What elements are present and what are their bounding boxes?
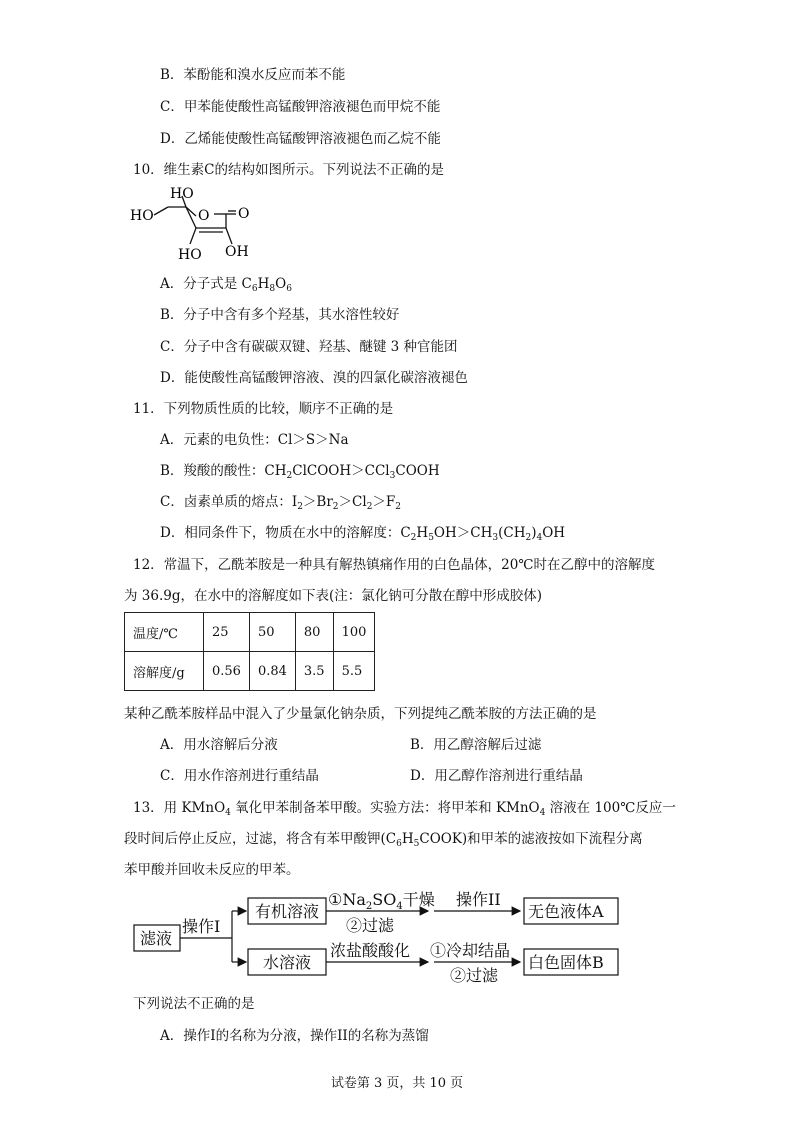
q11-option-a: A．元素的电负性：Cl＞S＞Na (160, 432, 349, 448)
structure-o-ring: O (198, 208, 210, 224)
q11-option-d: D．相同条件下，物质在水中的溶解度：$C_2H_5OH>CH_3(CH_2)_4OH$ (160, 525, 566, 543)
flow-solid-b: 白色固体B (528, 953, 604, 972)
q10-option-a: A．分子式是 $C_6H_8O_6$ (160, 276, 292, 294)
q10-option-d: D．能使酸性高锰酸钾溶液、溴的四氯化碳溶液褪色 (160, 370, 468, 386)
q13-stem-line3: 苯甲酸并回收未反应的甲苯。 (124, 862, 300, 878)
table-cell: 100 (333, 613, 375, 652)
table-cell: 25 (204, 613, 250, 652)
structure-oh-bottom: OH (225, 244, 249, 260)
flow-step2b: ②过滤 (450, 966, 499, 985)
structure-ho-top: HO (170, 186, 194, 202)
table-header-solubility: 溶解度/g (125, 652, 204, 691)
table-cell: 80 (295, 613, 333, 652)
structure-ho-left: HO (130, 208, 154, 224)
flow-op1: 操作I (182, 917, 221, 936)
page-footer: 试卷第 3 页，共 10 页 (330, 1076, 464, 1091)
q12-option-b: B．用乙醇溶解后过滤 (410, 737, 542, 753)
table-cell: 0.84 (249, 652, 295, 691)
q10-option-c: C．分子中含有碳碳双键、羟基、醚键 3 种官能团 (160, 339, 458, 355)
solubility-table (124, 612, 375, 691)
q11-option-c: C．卤素单质的熔点：$I_2>Br_2>Cl_2>F_2$ (160, 494, 402, 512)
q13-stem-line1: 13．用 KMnO$_4$ 氧化甲苯制备苯甲酸。实验方法：将甲苯和 KMnO$_4$ 溶液在 100℃反应一 (133, 800, 676, 818)
table-cell: 5.5 (333, 652, 375, 691)
flow-liquid-a: 无色液体A (528, 902, 604, 921)
table-cell: 50 (249, 613, 295, 652)
flow-step2a: ①冷却结晶 (430, 941, 511, 960)
q12-stem-line1: 12．常温下，乙酰苯胺是一种具有解热镇痛作用的白色晶体，20℃时在乙醇中的溶解度 (133, 557, 655, 573)
flow-op2: 操作II (456, 890, 501, 909)
table-row (125, 613, 375, 652)
table-cell: 0.56 (204, 652, 250, 691)
vitamin-c-structure (130, 184, 270, 264)
q10-option-b: B．分子中含有多个羟基，其水溶性较好 (160, 307, 400, 323)
flow-step1a: $①Na_2SO_4$干燥 (328, 890, 435, 912)
flow-organic: 有机溶液 (255, 902, 320, 921)
flow-acidify: 浓盐酸酸化 (330, 941, 411, 960)
q12-option-c: C．用水作溶剂进行重结晶 (160, 768, 319, 784)
q12-option-d: D．用乙醇作溶剂进行重结晶 (410, 768, 583, 784)
flow-filtrate: 滤液 (140, 929, 173, 948)
q9-option-c: C．甲苯能使酸性高锰酸钾溶液褪色而甲烷不能 (160, 99, 441, 115)
q9-option-d: D．乙烯能使酸性高锰酸钾溶液褪色而乙烷不能 (160, 131, 441, 147)
q11-option-b: B．羧酸的酸性：$CH_2ClCOOH>CCl_3COOH$ (160, 463, 440, 481)
flow-step1b: ②过滤 (346, 916, 395, 935)
q13-stem-line2: 段时间后停止反应，过滤，将含有苯甲酸钾$(C_6H_5COOK)$和甲苯的滤液按如下流程分离 (124, 831, 643, 849)
q12-option-a: A．用水溶解后分液 (160, 737, 278, 753)
flow-aqueous: 水溶液 (263, 953, 312, 972)
q11-stem: 11．下列物质性质的比较，顺序不正确的是 (133, 401, 394, 417)
q12-stem-line2: 为 36.9g，在水中的溶解度如下表(注：氯化钠可分散在醇中形成胶体) (124, 588, 543, 604)
q12-stem-line3: 某种乙酰苯胺样品中混入了少量氯化钠杂质，下列提纯乙酰苯胺的方法正确的是 (124, 706, 597, 722)
q13-stem2: 下列说法不正确的是 (133, 996, 255, 1012)
table-row (125, 652, 375, 691)
q13-option-a: A．操作I的名称为分液，操作II的名称为蒸馏 (160, 1028, 429, 1044)
separation-flowchart (128, 885, 628, 985)
q9-option-b: B．苯酚能和溴水反应而苯不能 (160, 67, 346, 83)
table-header-temp: 温度/℃ (125, 613, 204, 652)
table-cell: 3.5 (295, 652, 333, 691)
q10-stem: 10．维生素C的结构如图所示。下列说法不正确的是 (133, 162, 445, 178)
structure-o-carbonyl: O (238, 206, 250, 222)
structure-ho-bottom: HO (178, 247, 202, 263)
